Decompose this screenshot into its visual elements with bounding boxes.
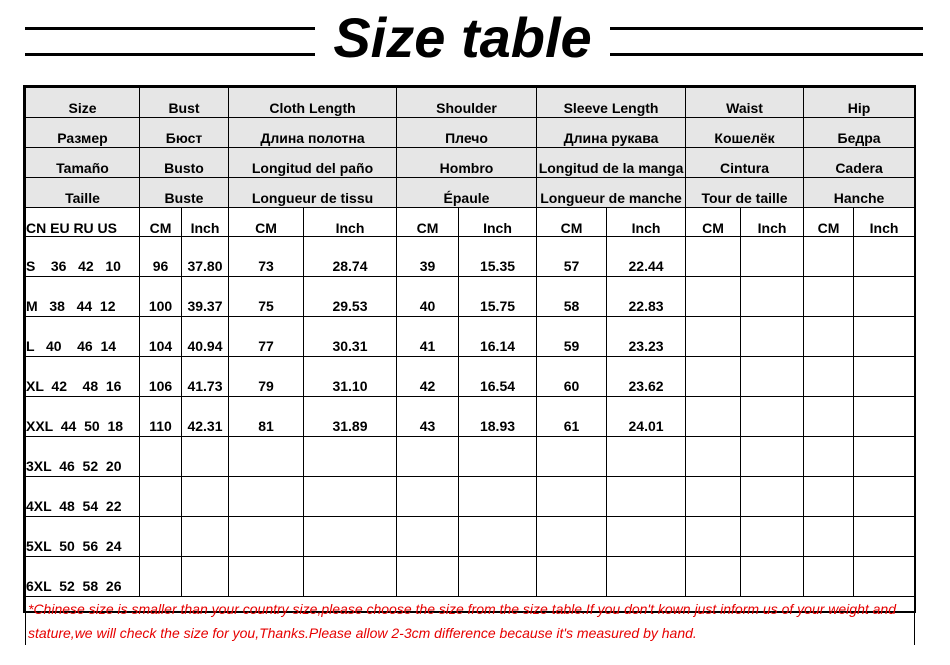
value-cell xyxy=(741,397,804,437)
table-row xyxy=(26,357,915,397)
size-table-body xyxy=(26,88,915,646)
value-cell xyxy=(854,357,915,397)
value-cell xyxy=(741,517,804,557)
page-title: Size table xyxy=(333,6,592,69)
header-cell-waist: Кошелёк xyxy=(686,118,804,148)
value-cell: 31.89 xyxy=(304,397,397,437)
value-cell xyxy=(804,517,854,557)
size-cell: XL 42 48 16 xyxy=(26,357,140,397)
value-cell xyxy=(686,317,741,357)
size-cell: L 40 46 14 xyxy=(26,317,140,357)
size-cell: 4XL 48 54 22 xyxy=(26,477,140,517)
size-cell: 6XL 52 58 26 xyxy=(26,557,140,597)
table-row xyxy=(26,317,915,357)
header-cell-hip: Hip xyxy=(804,88,915,118)
value-cell: 15.35 xyxy=(459,237,537,277)
header-cell-shoulder: Плечо xyxy=(397,118,537,148)
size-table xyxy=(25,87,915,645)
value-cell xyxy=(229,437,304,477)
value-cell xyxy=(182,477,229,517)
unit-cell: Inch xyxy=(854,208,915,237)
value-cell xyxy=(741,557,804,597)
value-cell xyxy=(741,317,804,357)
value-cell: 59 xyxy=(537,317,607,357)
table-row xyxy=(26,437,915,477)
header-cell-cloth-length: Longueur de tissu xyxy=(229,178,397,208)
header-cell-waist: Cintura xyxy=(686,148,804,178)
value-cell: 22.44 xyxy=(607,237,686,277)
size-table-frame xyxy=(23,85,916,641)
value-cell xyxy=(741,477,804,517)
header-cell-hip: Бедра xyxy=(804,118,915,148)
value-cell xyxy=(854,317,915,357)
value-cell xyxy=(397,557,459,597)
header-row xyxy=(26,148,915,178)
value-cell: 61 xyxy=(537,397,607,437)
value-cell xyxy=(607,517,686,557)
value-cell: 16.54 xyxy=(459,357,537,397)
value-cell: 41 xyxy=(397,317,459,357)
value-cell xyxy=(537,477,607,517)
header-cell-waist: Tour de taille xyxy=(686,178,804,208)
value-cell: 100 xyxy=(140,277,182,317)
title-banner xyxy=(25,0,923,80)
unit-cell: Inch xyxy=(607,208,686,237)
size-cell: M 38 44 12 xyxy=(26,277,140,317)
unit-cell: CM xyxy=(804,208,854,237)
header-cell-cloth-length: Длина полотна xyxy=(229,118,397,148)
value-cell: 42.31 xyxy=(182,397,229,437)
value-cell xyxy=(140,557,182,597)
header-cell-shoulder: Shoulder xyxy=(397,88,537,118)
value-cell xyxy=(741,437,804,477)
value-cell xyxy=(804,557,854,597)
header-cell-size: Taille xyxy=(26,178,140,208)
value-cell xyxy=(304,557,397,597)
title-rule-right-bottom xyxy=(610,53,923,56)
title-rule-left-top xyxy=(25,27,315,30)
value-cell xyxy=(854,397,915,437)
value-cell xyxy=(459,517,537,557)
value-cell xyxy=(397,517,459,557)
value-cell xyxy=(182,557,229,597)
value-cell: 24.01 xyxy=(607,397,686,437)
value-cell: 23.23 xyxy=(607,317,686,357)
value-cell xyxy=(182,437,229,477)
header-cell-size: Tamaño xyxy=(26,148,140,178)
header-cell-sleeve-length: Longitud de la manga xyxy=(537,148,686,178)
value-cell xyxy=(686,277,741,317)
value-cell: 22.83 xyxy=(607,277,686,317)
value-cell xyxy=(854,277,915,317)
header-cell-cloth-length: Cloth Length xyxy=(229,88,397,118)
header-cell-bust: Бюст xyxy=(140,118,229,148)
value-cell: 42 xyxy=(397,357,459,397)
value-cell xyxy=(229,477,304,517)
size-cell: 3XL 46 52 20 xyxy=(26,437,140,477)
value-cell: 30.31 xyxy=(304,317,397,357)
value-cell xyxy=(459,477,537,517)
value-cell: 29.53 xyxy=(304,277,397,317)
size-cell: XXL 44 50 18 xyxy=(26,397,140,437)
value-cell xyxy=(804,397,854,437)
header-row xyxy=(26,118,915,148)
size-note: *Chinese size is smaller than your country size,please choose the size from the size table.If you don't kown just inform us of your weight and stature,we will check the size for you,Thanks.Please allow 2-3cm difference because it's measured by hand. xyxy=(26,597,915,646)
value-cell xyxy=(140,517,182,557)
header-cell-waist: Waist xyxy=(686,88,804,118)
value-cell xyxy=(804,437,854,477)
header-row xyxy=(26,178,915,208)
value-cell xyxy=(537,437,607,477)
header-cell-hip: Hanche xyxy=(804,178,915,208)
unit-cell: Inch xyxy=(182,208,229,237)
value-cell: 58 xyxy=(537,277,607,317)
value-cell xyxy=(397,437,459,477)
title-rule-right-top xyxy=(610,27,923,30)
value-cell xyxy=(741,357,804,397)
value-cell xyxy=(459,557,537,597)
value-cell: 28.74 xyxy=(304,237,397,277)
size-cell: 5XL 50 56 24 xyxy=(26,517,140,557)
value-cell xyxy=(397,477,459,517)
value-cell: 40 xyxy=(397,277,459,317)
table-row xyxy=(26,517,915,557)
value-cell xyxy=(607,477,686,517)
value-cell xyxy=(686,357,741,397)
value-cell xyxy=(229,557,304,597)
value-cell xyxy=(854,237,915,277)
unit-cell: CM xyxy=(537,208,607,237)
value-cell: 41.73 xyxy=(182,357,229,397)
header-cell-bust: Bust xyxy=(140,88,229,118)
value-cell xyxy=(182,517,229,557)
value-cell xyxy=(804,477,854,517)
header-cell-hip: Cadera xyxy=(804,148,915,178)
value-cell: 43 xyxy=(397,397,459,437)
unit-cell: CM xyxy=(140,208,182,237)
value-cell xyxy=(686,517,741,557)
value-cell xyxy=(741,237,804,277)
value-cell xyxy=(686,557,741,597)
value-cell xyxy=(229,517,304,557)
value-cell xyxy=(854,437,915,477)
value-cell: 39 xyxy=(397,237,459,277)
value-cell xyxy=(537,557,607,597)
value-cell: 18.93 xyxy=(459,397,537,437)
value-cell: 81 xyxy=(229,397,304,437)
table-row xyxy=(26,397,915,437)
value-cell xyxy=(686,237,741,277)
value-cell: 39.37 xyxy=(182,277,229,317)
value-cell xyxy=(804,237,854,277)
value-cell xyxy=(607,557,686,597)
value-cell xyxy=(804,277,854,317)
unit-cell: CM xyxy=(229,208,304,237)
value-cell xyxy=(854,477,915,517)
header-cell-bust: Busto xyxy=(140,148,229,178)
table-row xyxy=(26,477,915,517)
header-cell-shoulder: Épaule xyxy=(397,178,537,208)
value-cell: 106 xyxy=(140,357,182,397)
unit-cell: Inch xyxy=(459,208,537,237)
units-row xyxy=(26,208,915,237)
header-cell-sleeve-length: Sleeve Length xyxy=(537,88,686,118)
unit-cell: Inch xyxy=(741,208,804,237)
value-cell: 31.10 xyxy=(304,357,397,397)
value-cell: 96 xyxy=(140,237,182,277)
value-cell: 110 xyxy=(140,397,182,437)
header-cell-cloth-length: Longitud del paño xyxy=(229,148,397,178)
value-cell xyxy=(854,557,915,597)
value-cell xyxy=(741,277,804,317)
value-cell xyxy=(537,517,607,557)
header-cell-sleeve-length: Longueur de manche xyxy=(537,178,686,208)
value-cell xyxy=(607,437,686,477)
header-cell-size: Size xyxy=(26,88,140,118)
table-row xyxy=(26,237,915,277)
value-cell: 15.75 xyxy=(459,277,537,317)
value-cell: 79 xyxy=(229,357,304,397)
unit-cell: CM xyxy=(397,208,459,237)
value-cell xyxy=(304,517,397,557)
value-cell: 73 xyxy=(229,237,304,277)
value-cell xyxy=(686,477,741,517)
value-cell xyxy=(804,357,854,397)
value-cell: 40.94 xyxy=(182,317,229,357)
value-cell: 75 xyxy=(229,277,304,317)
header-row xyxy=(26,88,915,118)
size-cell: S 36 42 10 xyxy=(26,237,140,277)
value-cell xyxy=(459,437,537,477)
value-cell: 77 xyxy=(229,317,304,357)
note-row xyxy=(26,597,915,646)
unit-cell: Inch xyxy=(304,208,397,237)
value-cell: 60 xyxy=(537,357,607,397)
header-cell-sleeve-length: Длина рукава xyxy=(537,118,686,148)
value-cell xyxy=(140,477,182,517)
value-cell xyxy=(854,517,915,557)
value-cell xyxy=(304,437,397,477)
value-cell xyxy=(304,477,397,517)
header-cell-shoulder: Hombro xyxy=(397,148,537,178)
value-cell: 23.62 xyxy=(607,357,686,397)
header-cell-size: Размер xyxy=(26,118,140,148)
header-cell-bust: Buste xyxy=(140,178,229,208)
value-cell: 37.80 xyxy=(182,237,229,277)
value-cell: 16.14 xyxy=(459,317,537,357)
value-cell xyxy=(686,397,741,437)
title-rule-left-bottom xyxy=(25,53,315,56)
value-cell xyxy=(686,437,741,477)
table-row xyxy=(26,557,915,597)
unit-cell: CM xyxy=(686,208,741,237)
table-row xyxy=(26,277,915,317)
value-cell xyxy=(140,437,182,477)
value-cell: 104 xyxy=(140,317,182,357)
value-cell xyxy=(804,317,854,357)
size-systems-label: CN EU RU US xyxy=(26,208,140,237)
value-cell: 57 xyxy=(537,237,607,277)
